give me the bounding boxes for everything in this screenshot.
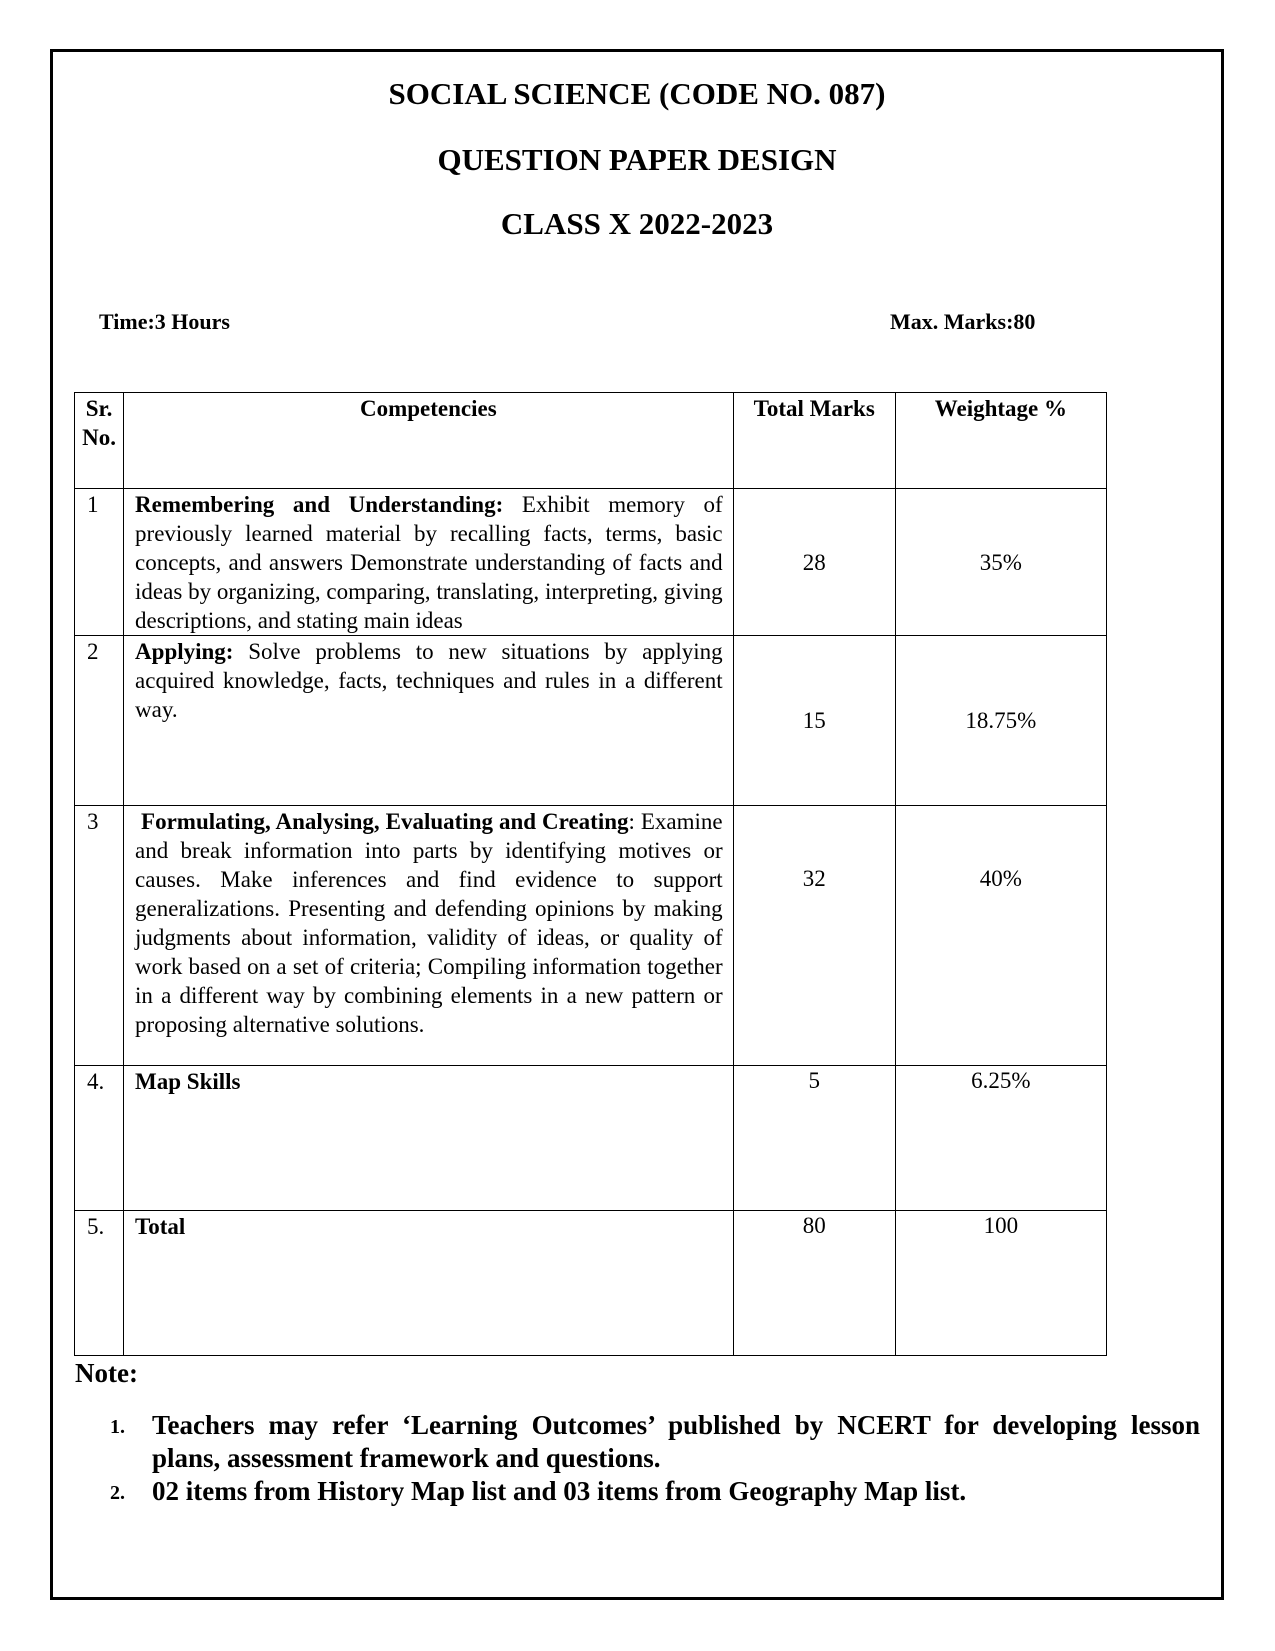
row-competency [124,1066,734,1211]
notes-list [110,1409,1200,1508]
max-marks: Max. Marks:80 [890,309,1036,334]
document-subtitle: QUESTION PAPER DESIGN [437,142,837,177]
row-competency [124,806,734,1066]
table-row [75,636,1107,806]
row-weightage: 18.75% [895,636,1106,806]
row-total-marks: 5 [733,1066,895,1211]
competency-description: : Examine and break information into parts by identifying motives or causes. Make inferences and find evidence to support generalizations. Presenting and defending opinions by making judgments about information, validity of ideas, or quality of work based on a set of criteria; Compiling information together in a different way by combining elements in a new pattern or proposing alternative solutions. [135,809,723,1037]
row-sr-no: 1 [75,489,124,636]
exam-time: Time:3 Hours [99,309,230,334]
header-total-marks: Total Marks [733,393,895,489]
row-competency [124,489,734,636]
competency-title: Formulating, Analysing, Evaluating and Creating [141,809,629,834]
table-row [75,1211,1107,1356]
competency-title: Map Skills [135,1069,241,1094]
row-weightage: 6.25% [895,1066,1106,1211]
row-sr-no: 2 [75,636,124,806]
table-row [75,489,1107,636]
row-total-marks: 80 [733,1211,895,1356]
note-number: 1. [110,1416,125,1438]
table-header-row [75,393,1107,489]
competency-description: Solve problems to new situations by applying acquired knowledge, facts, techniques and rules in a different way. [135,639,723,722]
note-text: Teachers may refer ‘Learning Outcomes’ published by NCERT for developing lesson plans, assessment framework and questions. [152,1410,1200,1473]
row-total-marks: 28 [733,489,895,636]
row-competency [124,1211,734,1356]
row-weightage: 100 [895,1211,1106,1356]
competency-description: Exhibit memory of previously learned material by recalling facts, terms, basic concepts, and answers Demonstrate understanding of facts and ideas by organizing, comparing, translating, interpreting, giving descriptions, and stating main ideas [135,492,723,633]
document-title: SOCIAL SCIENCE (CODE NO. 087) [388,76,886,111]
row-sr-no: 5. [75,1211,124,1356]
row-competency [124,636,734,806]
header-competencies: Competencies [124,393,734,489]
list-item [110,1475,1200,1508]
competency-title: Applying: [135,639,234,664]
list-item [110,1409,1200,1475]
row-total-marks: 32 [733,806,895,1066]
competency-title: Remembering and Understanding: [135,492,504,517]
note-heading: Note: [75,1358,138,1388]
row-weightage: 35% [895,489,1106,636]
row-weightage: 40% [895,806,1106,1066]
table-row [75,1066,1107,1211]
header-weightage: Weightage % [895,393,1106,489]
note-number: 2. [110,1482,125,1504]
row-total-marks: 15 [733,636,895,806]
row-sr-no: 3 [75,806,124,1066]
question-paper-design-table [74,392,1107,1356]
note-text: 02 items from History Map list and 03 items from Geography Map list. [152,1476,967,1506]
row-sr-no: 4. [75,1066,124,1211]
table-row [75,806,1107,1066]
class-year: CLASS X 2022-2023 [500,206,774,241]
header-sr-no: Sr. No. [75,393,124,489]
competency-title: Total [135,1214,186,1239]
